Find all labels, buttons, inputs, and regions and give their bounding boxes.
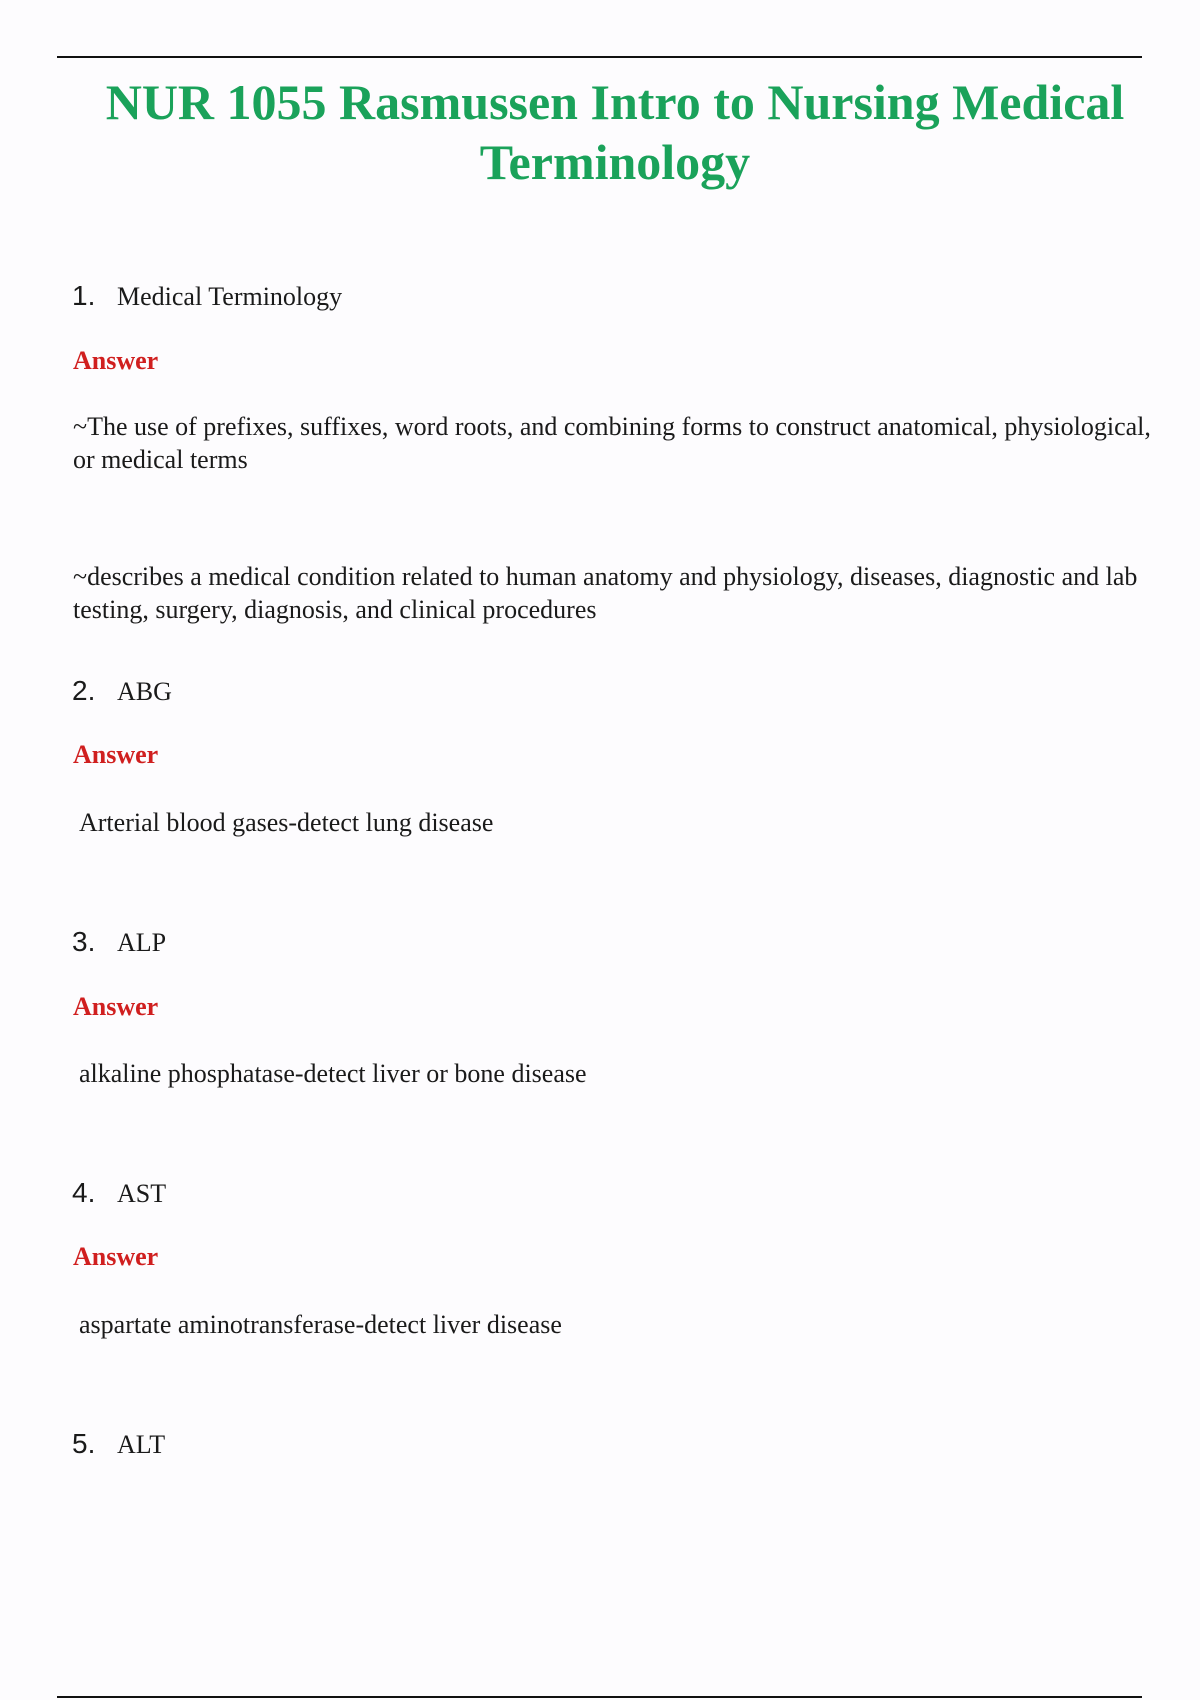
bottom-rule (57, 1696, 1142, 1698)
question-2 (72, 675, 172, 707)
answer-text: ~The use of prefixes, suffixes, word roots, and combining forms to construct anatomical, physiological, or medical terms (73, 412, 1151, 474)
answer-label: Answer (73, 740, 159, 769)
answer-text: aspartate aminotransferase-detect liver disease (79, 1310, 562, 1339)
question-term: Medical Terminology (117, 282, 343, 311)
question-1 (72, 280, 342, 312)
answer-text: ~describes a medical condition related to human anatomy and physiology, diseases, diagnostic and lab testing, surgery, diagnosis, and clinical procedures (73, 562, 1138, 624)
question-term: AST (117, 1179, 167, 1208)
question-number: 4. (72, 1177, 96, 1208)
question-4 (72, 1177, 166, 1209)
question-number: 2. (72, 675, 96, 706)
question-number: 3. (72, 926, 96, 957)
question-term: ABG (117, 677, 172, 706)
answer-label: Answer (73, 346, 159, 375)
answer-text: alkaline phosphatase-detect liver or bone disease (79, 1059, 587, 1088)
page-title: NUR 1055 Rasmussen Intro to Nursing Medical Terminology (105, 74, 1125, 190)
answer-text: Arterial blood gases-detect lung disease (79, 808, 494, 837)
answer-label: Answer (73, 992, 159, 1021)
answer-label: Answer (73, 1242, 159, 1271)
question-number: 1. (72, 280, 96, 311)
question-term: ALP (117, 928, 167, 957)
top-rule (57, 56, 1142, 58)
question-5 (72, 1428, 165, 1460)
question-number: 5. (72, 1428, 96, 1459)
question-3 (72, 926, 166, 958)
question-term: ALT (117, 1430, 166, 1459)
